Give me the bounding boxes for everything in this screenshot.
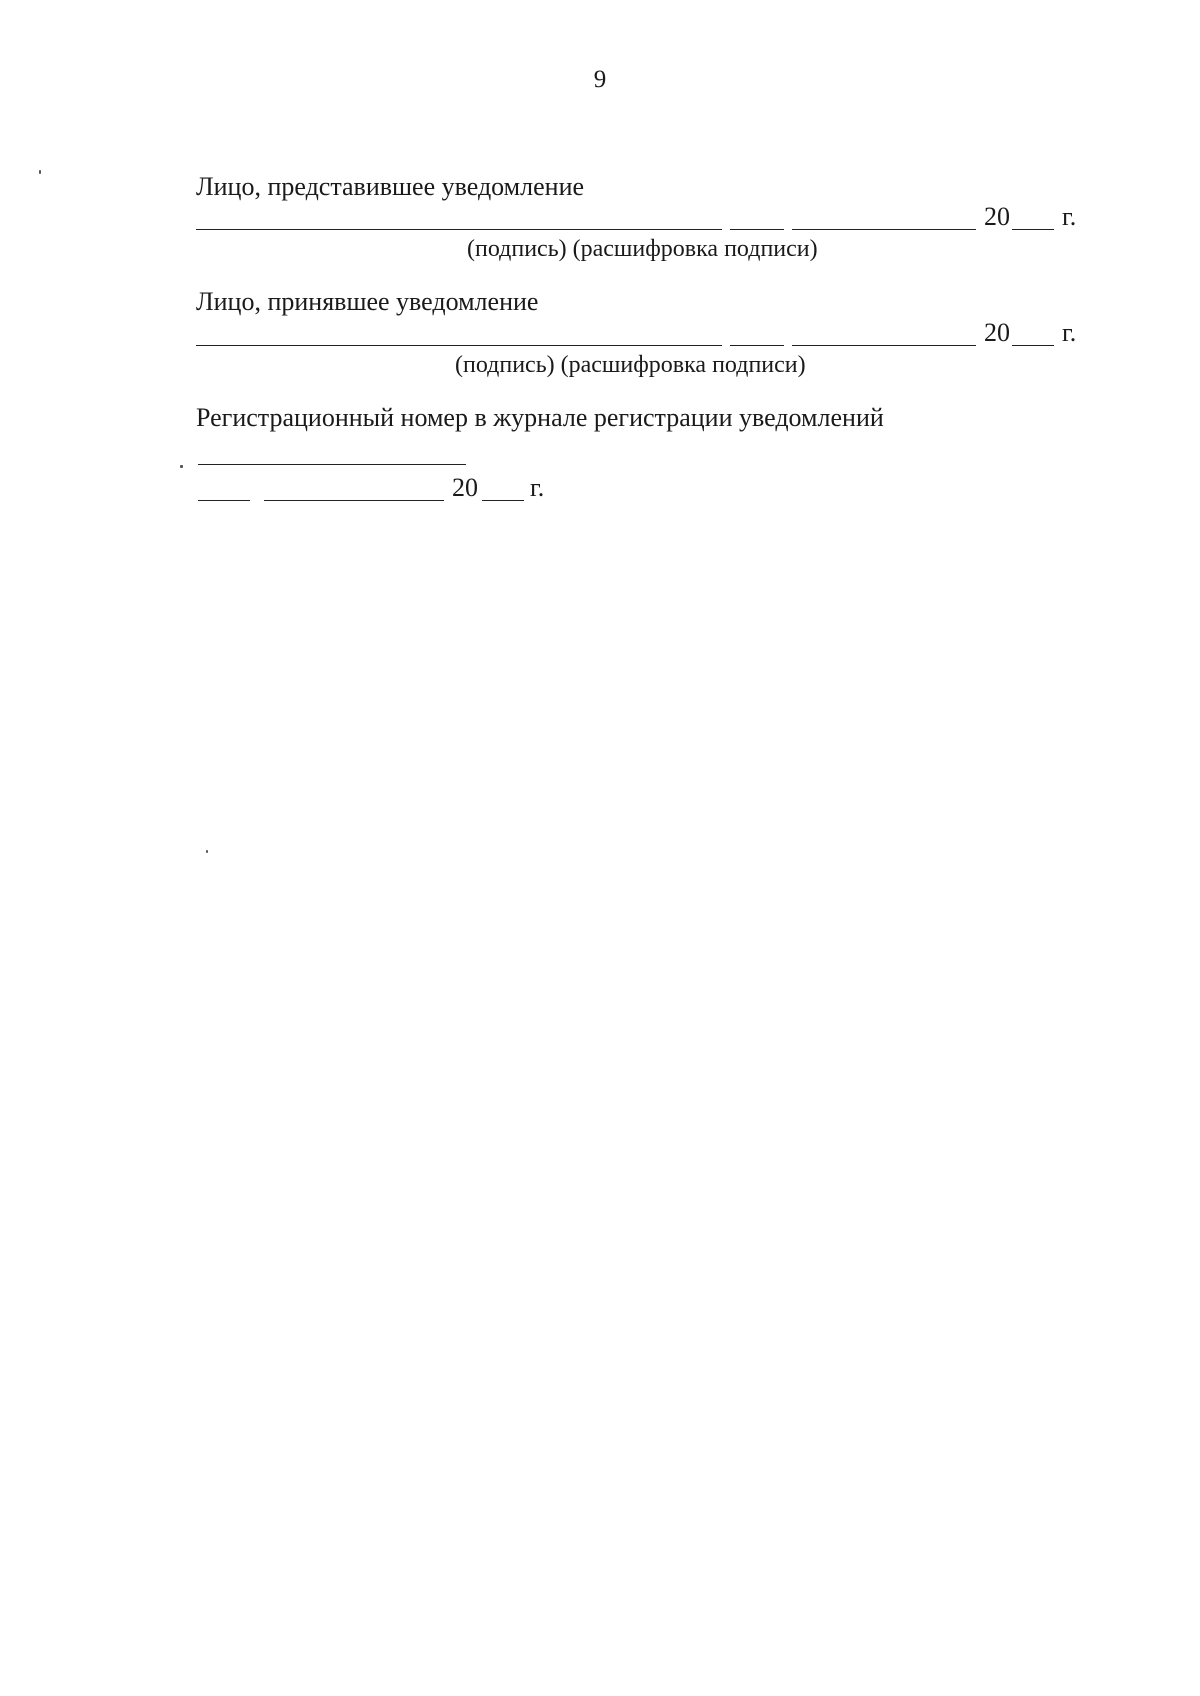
receiver-signature-caption: (подпись) (расшифровка подписи) [455,352,806,378]
receiver-year-suffix: г. [1062,318,1077,347]
registration-number-line [198,464,466,465]
submitter-year-prefix: 20 [984,202,1010,231]
page-number: 9 [593,66,607,93]
scan-speck [39,170,41,174]
registration-label: Регистрационный номер в журнале регистрации уведомлений [196,403,884,432]
registration-month-line [264,500,444,501]
submitter-signature-caption: (подпись) (расшифровка подписи) [467,236,818,262]
receiver-month-line [792,345,976,346]
scan-speck [206,850,208,853]
submitter-signature-line [196,229,722,230]
receiver-year-line [1012,345,1054,346]
registration-year-suffix: г. [530,473,545,502]
submitter-day-line [730,229,784,230]
registration-year-prefix: 20 [452,473,478,502]
receiver-year-prefix: 20 [984,318,1010,347]
submitter-label: Лицо, представившее уведомление [196,172,585,201]
registration-day-line [198,500,250,501]
submitter-year-line [1012,229,1054,230]
receiver-label: Лицо, принявшее уведомление [196,287,539,316]
registration-year-line [482,500,524,501]
submitter-year-suffix: г. [1062,202,1077,231]
submitter-month-line [792,229,976,230]
receiver-signature-line [196,345,722,346]
scan-speck [180,465,183,468]
receiver-day-line [730,345,784,346]
